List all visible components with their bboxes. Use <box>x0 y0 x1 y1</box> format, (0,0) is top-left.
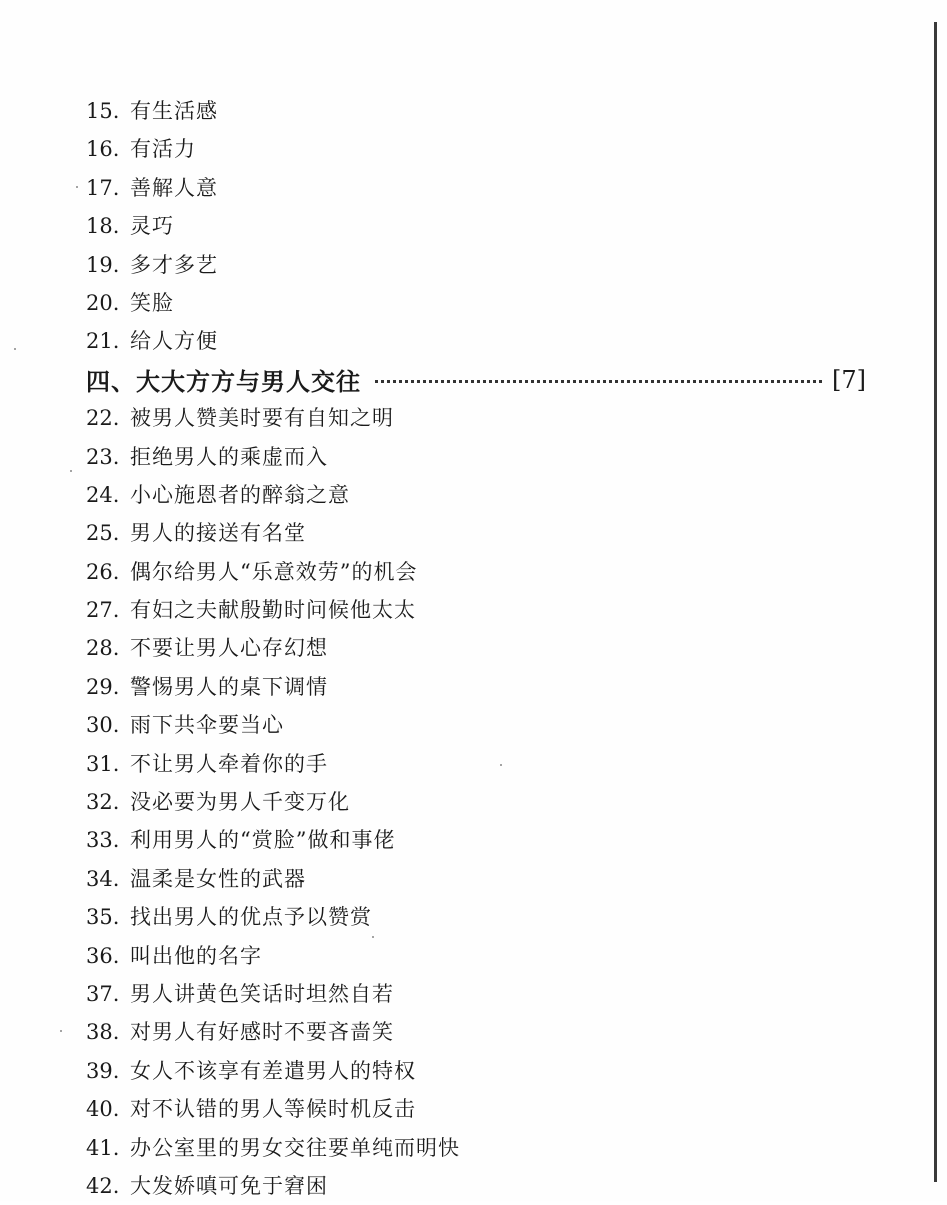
toc-entry <box>86 745 866 783</box>
toc-entry <box>86 898 866 936</box>
toc-entry-number: 19. <box>86 252 120 277</box>
toc-entry <box>86 821 866 859</box>
toc-entry-number: 26. <box>86 559 120 584</box>
toc-entry-title: 找出男人的优点予以赞赏 <box>130 905 372 930</box>
toc-entry <box>86 476 866 514</box>
toc-entry-number: 23. <box>86 444 120 469</box>
toc-entry-title: 善解人意 <box>130 175 218 200</box>
toc-entry-number: 39. <box>86 1058 120 1083</box>
toc-entry <box>86 1167 866 1205</box>
toc-entry <box>86 1090 866 1128</box>
toc-entry <box>86 591 866 629</box>
toc-entry-number: 15. <box>86 99 120 123</box>
toc-entry-number: 34. <box>86 866 120 891</box>
toc-entry-title: 男人的接送有名堂 <box>130 521 306 546</box>
table-of-contents <box>86 92 866 1205</box>
toc-entry <box>86 1013 866 1051</box>
dot-leader <box>375 380 822 383</box>
toc-entry-title: 女人不该享有差遣男人的特权 <box>130 1058 416 1083</box>
toc-entry-number: 27. <box>86 598 120 623</box>
toc-entry-number: 18. <box>86 214 120 239</box>
toc-entry-title: 温柔是女性的武器 <box>130 866 306 891</box>
toc-entry <box>86 322 866 360</box>
toc-entry-number: 22. <box>86 406 120 431</box>
toc-entry-number: 16. <box>86 137 120 162</box>
toc-entry <box>86 92 866 130</box>
section-title: 四、大大方方与男人交往 <box>86 367 361 397</box>
toc-entry <box>86 553 866 591</box>
toc-entry-number: 32. <box>86 790 120 815</box>
toc-entry-title: 有活力 <box>130 137 196 162</box>
toc-entry-number: 33. <box>86 828 120 853</box>
toc-entry-number: 29. <box>86 674 120 699</box>
toc-entry-number: 42. <box>86 1173 120 1198</box>
toc-entry-title: 大发娇嗔可免于窘困 <box>130 1173 328 1198</box>
page-edge-line <box>934 22 937 1182</box>
toc-entry <box>86 246 866 284</box>
toc-entry-title: 不让男人牵着你的手 <box>130 751 328 776</box>
toc-entry <box>86 668 866 706</box>
toc-entry-title: 拒绝男人的乘虚而入 <box>130 444 328 469</box>
toc-entry-number: 17. <box>86 175 120 200</box>
toc-items-before <box>86 92 866 361</box>
toc-entry-number: 38. <box>86 1020 120 1045</box>
toc-entry <box>86 399 866 437</box>
toc-entry-title: 笑脸 <box>130 290 174 315</box>
toc-entry-title: 雨下共伞要当心 <box>130 713 284 738</box>
toc-entry-number: 36. <box>86 943 120 968</box>
toc-entry-title: 偶尔给男人“乐意效劳”的机会 <box>130 559 418 584</box>
toc-entry <box>86 514 866 552</box>
toc-entry-number: 25. <box>86 521 120 546</box>
toc-entry-number: 24. <box>86 482 120 507</box>
toc-entry-title: 对不认错的男人等候时机反击 <box>130 1097 416 1122</box>
toc-entry <box>86 860 866 898</box>
toc-entry-title: 多才多艺 <box>130 252 218 277</box>
toc-entry <box>86 169 866 207</box>
toc-entry-number: 21. <box>86 329 120 354</box>
toc-entry-number: 40. <box>86 1097 120 1122</box>
toc-entry-title: 被男人赞美时要有自知之明 <box>130 406 394 431</box>
scan-speck <box>14 348 16 350</box>
toc-entry-number: 20. <box>86 290 120 315</box>
toc-entry-number: 41. <box>86 1135 120 1160</box>
toc-entry <box>86 783 866 821</box>
toc-entry <box>86 1129 866 1167</box>
section-page-ref: [7] <box>832 365 866 394</box>
scan-speck <box>70 470 72 472</box>
toc-entry <box>86 130 866 168</box>
toc-entry-title: 给人方便 <box>130 329 218 354</box>
toc-entry-title: 没必要为男人千变万化 <box>130 790 350 815</box>
toc-entry-title: 叫出他的名字 <box>130 943 262 968</box>
toc-entry-number: 30. <box>86 713 120 738</box>
toc-section-heading <box>86 361 866 399</box>
toc-entry <box>86 438 866 476</box>
toc-entry-title: 利用男人的“赏脸”做和事佬 <box>130 828 396 853</box>
toc-entry <box>86 207 866 245</box>
toc-items-after <box>86 399 866 1205</box>
scan-speck <box>76 186 78 188</box>
toc-entry-number: 35. <box>86 905 120 930</box>
toc-entry-title: 警惕男人的桌下调情 <box>130 674 328 699</box>
toc-entry <box>86 937 866 975</box>
toc-entry <box>86 629 866 667</box>
toc-entry-title: 灵巧 <box>130 214 174 239</box>
toc-entry-number: 31. <box>86 751 120 776</box>
toc-entry-number: 37. <box>86 981 120 1006</box>
toc-entry <box>86 975 866 1013</box>
toc-entry-title: 小心施恩者的醉翁之意 <box>130 482 350 507</box>
toc-entry <box>86 706 866 744</box>
toc-entry-title: 有生活感 <box>130 99 218 123</box>
toc-entry-title: 男人讲黄色笑话时坦然自若 <box>130 981 394 1006</box>
toc-entry <box>86 1052 866 1090</box>
toc-entry-title: 有妇之夫献殷勤时问候他太太 <box>130 598 416 623</box>
toc-entry-title: 办公室里的男女交往要单纯而明快 <box>130 1135 460 1160</box>
toc-entry-number: 28. <box>86 636 120 661</box>
toc-entry-title: 不要让男人心存幻想 <box>130 636 328 661</box>
scan-speck <box>60 1030 62 1032</box>
toc-entry <box>86 284 866 322</box>
toc-entry-title: 对男人有好感时不要吝啬笑 <box>130 1020 394 1045</box>
